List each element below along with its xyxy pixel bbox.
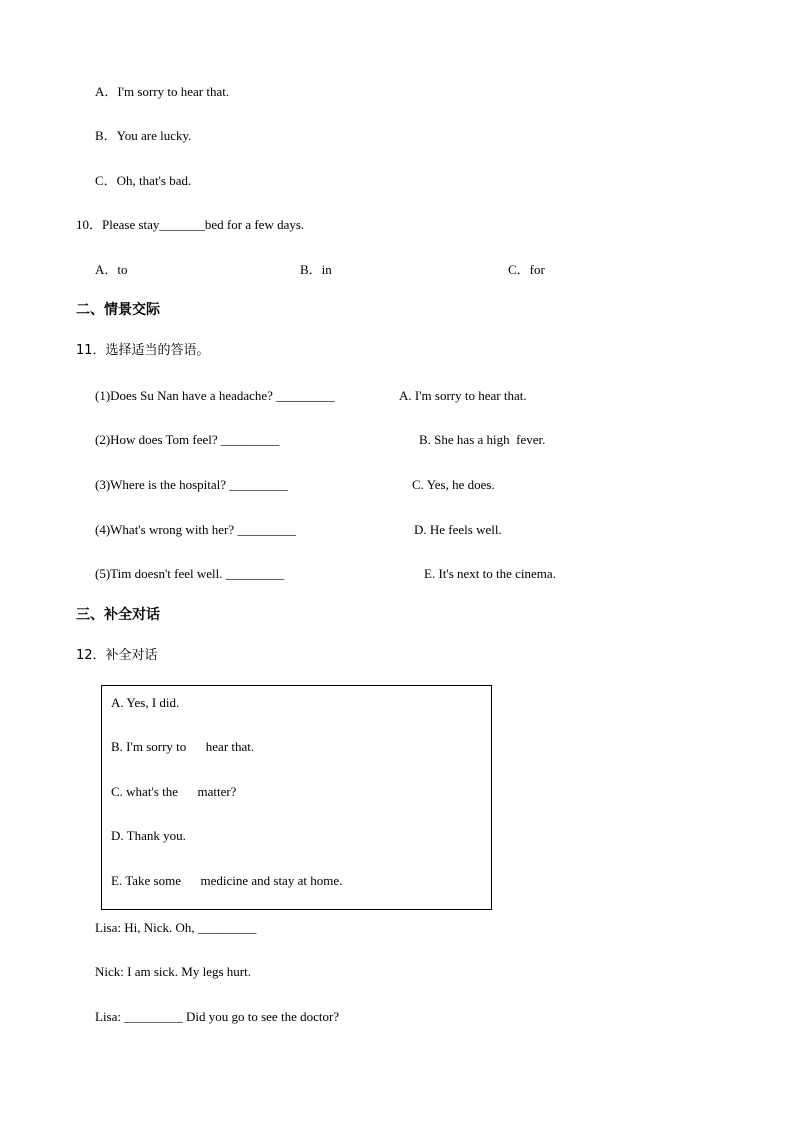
q12-stem: 12．补全对话 [76,648,158,663]
q9-option-a: A．I'm sorry to hear that. [95,84,230,99]
dialogue-line-2: Nick: I am sick. My legs hurt. [95,964,251,979]
box-option-d: D. Thank you. [111,828,186,843]
q11-answer-a: A. I'm sorry to hear that. [399,388,527,403]
q11-question-5: (5)Tim doesn't feel well. _________ [95,566,285,581]
q11-answer-d: D. He feels well. [414,522,502,537]
box-option-c: C. what's the matter? [111,784,237,799]
q11-stem: 11．选择适当的答语。 [76,343,210,358]
box-option-b: B. I'm sorry to hear that. [111,739,255,754]
section-2-title: 二、情景交际 [76,302,160,318]
q11-answer-c: C. Yes, he does. [412,477,495,492]
q9-option-b: B．You are lucky. [95,128,192,143]
box-option-a: A. Yes, I did. [111,695,180,710]
q10-stem: 10．Please stay_______bed for a few days. [76,217,305,232]
section-3-title: 三、补全对话 [76,607,160,623]
q10-option-c: C．for [508,262,545,277]
dialogue-line-3: Lisa: _________ Did you go to see the doctor? [95,1009,340,1024]
q11-question-3: (3)Where is the hospital? _________ [95,477,288,492]
q11-question-4: (4)What's wrong with her? _________ [95,522,296,537]
box-option-e: E. Take some medicine and stay at home. [111,873,343,888]
q10-option-a: A．to [95,262,128,277]
q11-answer-e: E. It's next to the cinema. [424,566,556,581]
dialogue-line-1: Lisa: Hi, Nick. Oh, _________ [95,920,257,935]
q9-option-c: C．Oh, that's bad. [95,173,192,188]
q10-option-b: B．in [300,262,332,277]
q11-question-1: (1)Does Su Nan have a headache? _________ [95,388,335,403]
q11-answer-b: B. She has a high fever. [419,432,546,447]
q11-question-2: (2)How does Tom feel? _________ [95,432,280,447]
